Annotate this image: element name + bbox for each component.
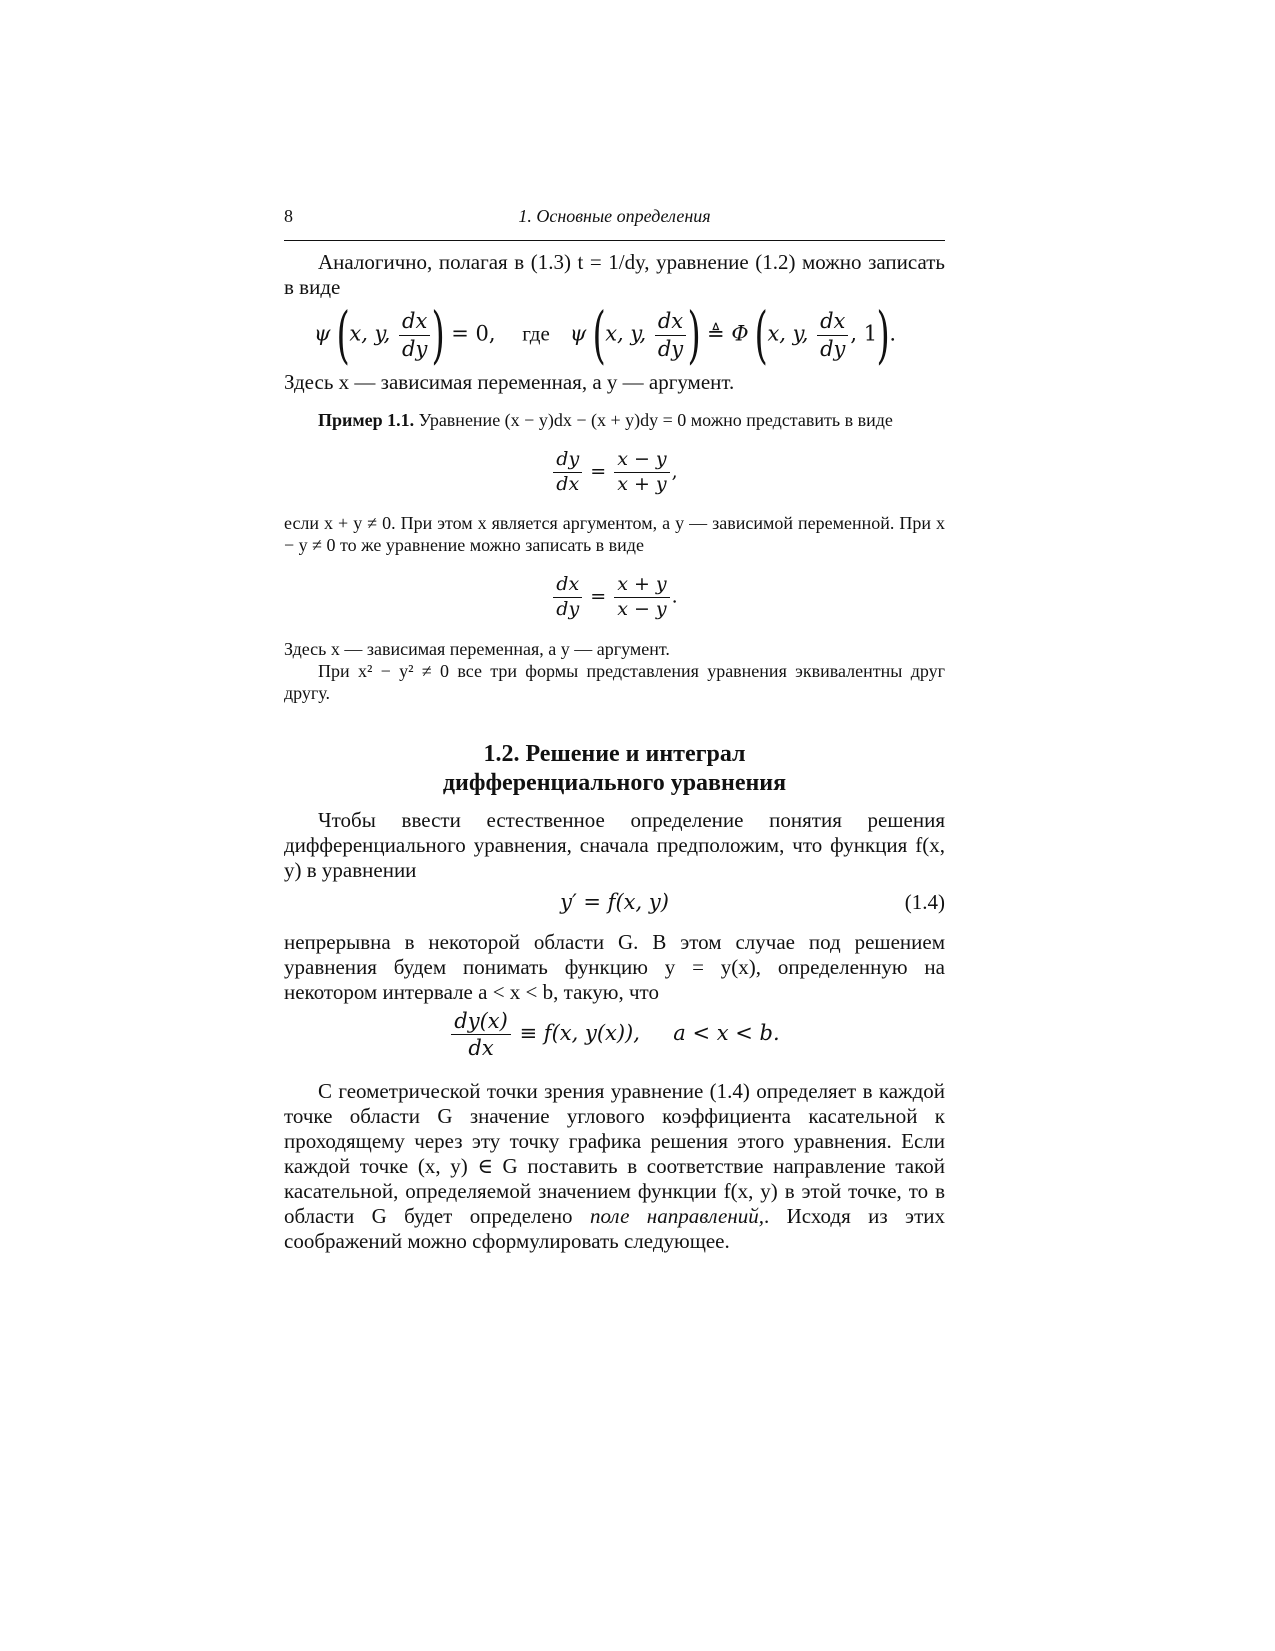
eq1-args: x, y, <box>349 321 391 346</box>
example-text-3: Здесь x — зависимая переменная, а y — аргумент. <box>284 639 670 659</box>
eq1-frac-num-2: dx <box>655 310 686 335</box>
eq1-psi-2: ψ <box>569 321 587 346</box>
example-text: Уравнение (x − y)dx − (x + y)dy = 0 можно представить в виде <box>418 410 893 430</box>
eq1-phi: Φ <box>731 321 749 346</box>
eqa-num2: x − y <box>614 450 669 473</box>
header-rule <box>284 240 945 241</box>
eqa-eq: = <box>590 460 607 483</box>
equation-psi: ψ (x, y, $\frac{dx}{dy}$ ) = 0, где ψ (x, y, $\frac{dx}{dy}$ ) ≜ Φ (x, y, $\frac{dx}{dy}$ , 1). <box>314 298 896 371</box>
eqa-num1: dy <box>553 450 582 473</box>
eqb-end: . <box>671 585 678 608</box>
eqb-eq: = <box>590 585 607 608</box>
eq1-frac-num: dx <box>399 310 430 335</box>
eqb-num1: dx <box>553 575 582 598</box>
page-number: 8 <box>284 206 293 226</box>
eq1-frac-den: dy <box>402 336 428 361</box>
eq1-equals-zero: = 0, <box>451 321 496 346</box>
example-1-1 <box>284 409 945 431</box>
example-text-2: если x + y ≠ 0. При этом x является аргументом, а y — зависимой переменной. При x − y ≠ 0 то же уравнение можно записать в виде <box>284 513 945 555</box>
eq1-args-2: x, y, <box>605 321 647 346</box>
eq1-phi-tail: , 1 <box>850 321 878 346</box>
paragraph-5-term: поле направлений, <box>589 1204 764 1228</box>
paragraph-4: непрерывна в некоторой области G. В этом случае под решением уравнения будем понимать функцию y = y(x), определенную на некотором интервале a < x < b, такую, что <box>284 930 945 1004</box>
eq5-num: dy(x) <box>451 1010 511 1035</box>
example-text-4: При x² − y² ≠ 0 все три формы представления уравнения эквивалентны друг другу. <box>284 661 945 703</box>
eq1-frac-den-2: dy <box>657 336 684 361</box>
paragraph-1: Аналогично, полагая в (1.3) t = 1/dy, уравнение (1.2) можно записать в виде <box>284 250 945 299</box>
paragraph-2: Здесь x — зависимая переменная, а y — аргумент. <box>284 370 735 394</box>
eq1-args-3: x, y, <box>767 321 809 346</box>
equation-number-1-4: (1.4) <box>904 890 945 914</box>
eqb-num2: x + y <box>614 575 669 598</box>
equation-example-a <box>284 450 945 495</box>
paragraph-5 <box>284 1079 945 1254</box>
section-title-line-1: 1.2. Решение и интеграл <box>483 741 746 767</box>
eq5-rest: ≡ f(x, y(x)), a < x < b. <box>519 1021 780 1046</box>
running-title: 1. Основные определения <box>518 206 711 226</box>
section-title <box>284 740 945 798</box>
equation-solution <box>284 1010 945 1059</box>
eqa-end: , <box>671 460 678 483</box>
equation-1-4: y′ = f(x, y) <box>560 890 669 914</box>
eq1-end: . <box>889 321 896 346</box>
eq1-where: где <box>522 321 550 346</box>
section-title-line-2: дифференциального уравнения <box>442 770 787 796</box>
eqb-den1: dy <box>556 597 580 620</box>
eq5-den: dx <box>468 1036 494 1061</box>
eq1-psi: ψ <box>314 321 331 346</box>
eq1-frac-den-3: dy <box>820 336 846 361</box>
paragraph-5-text-before: С геометрической точки зрения уравнение (1.4) определяет в каждой точке области G значение углового коэффициента касательной к проходящему через эту точку графика решения этого уравнения. Если каждой точке (x, y) ∈ G поставить в соответствие направление такой касательной, определяемой значением функции f(x, y) в этой точке, то в области G будет определено <box>284 1079 945 1228</box>
example-label: Пример 1.1. <box>318 410 415 430</box>
eqb-den2: x − y <box>617 597 667 620</box>
eq1-defeq: ≜ <box>707 321 725 346</box>
eqa-den2: x + y <box>617 472 667 495</box>
paragraph-3: Чтобы ввести естественное определение понятия решения дифференциального уравнения, сначала предположим, что функция f(x, y) в уравнении <box>284 808 945 882</box>
paragraph-5-text-after: . Исходя из этих соображений можно сформулировать следующее. <box>284 1204 945 1253</box>
eqa-den1: dx <box>556 472 580 495</box>
equation-example-b <box>284 575 945 620</box>
eq1-frac-num-3: dx <box>817 310 848 335</box>
